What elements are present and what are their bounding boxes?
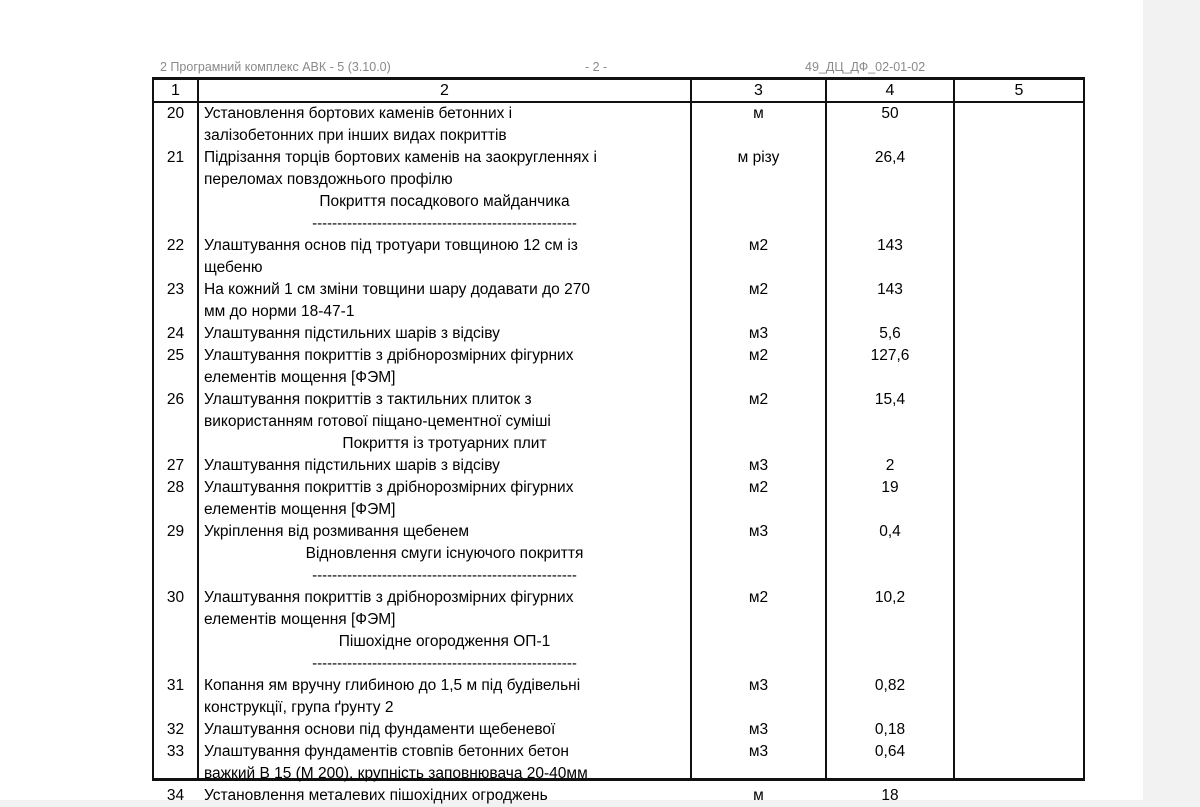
row-number: 26: [166, 391, 185, 408]
row-quantity: 26,4: [874, 149, 906, 166]
row-name-line: Улаштування покриттів з дрібнорозмірних фігурних: [204, 589, 574, 606]
row-number: 21: [166, 149, 185, 166]
row-unit: м3: [748, 325, 769, 342]
row-extra: [955, 785, 1083, 807]
row-name-line: залізобетонних при інших видах покриттів: [204, 127, 507, 144]
row-quantity: 18: [881, 787, 899, 804]
row-name-line: Установлення металевих пішохідних огроджень: [204, 787, 548, 804]
row-extra: [955, 147, 1083, 169]
row-name-line: важкий В 15 (М 200), крупність заповнювача 20-40мм: [204, 765, 588, 782]
row-extra: [955, 389, 1083, 411]
row-extra: [955, 521, 1083, 543]
row-name-line: Улаштування покриттів з дрібнорозмірних фігурних: [204, 479, 574, 496]
row-unit: м2: [748, 589, 769, 606]
row-number: 31: [166, 677, 185, 694]
row-number: 25: [166, 347, 185, 364]
row-unit: м: [753, 105, 764, 122]
row-unit: м3: [748, 721, 769, 738]
row-extra: [955, 345, 1083, 367]
page-backdrop: [1143, 0, 1200, 800]
running-header: [160, 59, 1085, 75]
row-quantity: 5,6: [879, 325, 901, 342]
row-quantity: 2: [885, 457, 895, 474]
row-number: 22: [166, 237, 185, 254]
row-extra: [955, 455, 1083, 477]
column-number-1: 1: [171, 82, 180, 99]
section-title: Пішохідне огородження ОП-1: [338, 633, 551, 650]
section-title: Покриття із тротуарних плит: [342, 435, 547, 452]
row-name-line: Укріплення від розмивання щебенем: [204, 523, 470, 540]
row-extra: [955, 719, 1083, 741]
column-number-4: 4: [885, 82, 895, 99]
row-extra: [955, 741, 1083, 763]
row-extra: [955, 587, 1083, 609]
row-quantity: 143: [877, 281, 903, 298]
section-divider: -----------------------------------------------------: [312, 567, 577, 584]
row-name-line: На кожний 1 см зміни товщини шару додавати до 270: [204, 281, 590, 298]
row-name-line: Установлення бортових каменів бетонних і: [204, 105, 513, 122]
table-body: [154, 103, 1083, 804]
row-name-line: елементів мощення [ФЭМ]: [204, 611, 396, 628]
row-name-line: щебеню: [204, 259, 263, 276]
row-name-line: Улаштування фундаментів стовпів бетонних бетон: [204, 743, 569, 760]
header-document-code: 49_ДЦ_ДФ_02-01-02: [805, 60, 926, 74]
row-extra: [955, 103, 1083, 125]
row-number: 30: [166, 589, 185, 606]
row-name-line: мм до норми 18-47-1: [204, 303, 355, 320]
estimate-table: [152, 77, 1085, 804]
row-quantity: 0,82: [874, 677, 906, 694]
row-number: 27: [166, 457, 185, 474]
row-quantity: 0,64: [874, 743, 906, 760]
row-extra: [955, 235, 1083, 257]
row-quantity: 143: [877, 237, 903, 254]
column-number-5: 5: [1014, 82, 1024, 99]
row-unit: м3: [748, 677, 769, 694]
row-number: 28: [166, 479, 185, 496]
row-name-line: Улаштування підстильних шарів з відсіву: [204, 325, 500, 342]
row-quantity: 19: [881, 479, 899, 496]
row-name-line: Підрізання торців бортових каменів на заокругленнях і: [204, 149, 597, 166]
row-number: 34: [166, 787, 185, 804]
column-number-row: [154, 80, 1083, 103]
row-extra: [955, 323, 1083, 345]
section-divider: -----------------------------------------------------: [312, 215, 577, 232]
row-name-line: елементів мощення [ФЭМ]: [204, 501, 396, 518]
row-name-line: Улаштування покриттів з дрібнорозмірних фігурних: [204, 347, 574, 364]
row-extra: [955, 675, 1083, 697]
section-title: Відновлення смуги існуючого покриття: [305, 545, 584, 562]
row-name-line: Улаштування покриттів з тактильних плиток з: [204, 391, 532, 408]
row-unit: м2: [748, 347, 769, 364]
row-number: 32: [166, 721, 185, 738]
row-unit: м: [753, 787, 764, 804]
row-unit: м3: [748, 457, 769, 474]
row-quantity: 10,2: [874, 589, 906, 606]
row-unit: м різу: [737, 149, 780, 166]
row-unit: м3: [748, 743, 769, 760]
row-extra: [955, 477, 1083, 499]
row-number: 33: [166, 743, 185, 760]
row-unit: м2: [748, 391, 769, 408]
row-number: 23: [166, 281, 185, 298]
section-divider: -----------------------------------------------------: [312, 655, 577, 672]
row-quantity: 15,4: [874, 391, 906, 408]
row-unit: м3: [748, 523, 769, 540]
row-name-line: використанням готової піщано-цементної суміші: [204, 413, 551, 430]
row-number: 24: [166, 325, 185, 342]
row-unit: м2: [748, 479, 769, 496]
row-name-line: елементів мощення [ФЭМ]: [204, 369, 396, 386]
row-quantity: 0,4: [879, 523, 901, 540]
row-unit: м2: [748, 281, 769, 298]
section-title: Покриття посадкового майданчика: [319, 193, 570, 210]
row-extra: [955, 279, 1083, 301]
row-name-line: конструкції, група ґрунту 2: [204, 699, 394, 716]
row-number: 20: [166, 105, 185, 122]
column-number-2: 2: [440, 82, 449, 99]
row-name-line: Улаштування підстильних шарів з відсіву: [204, 457, 500, 474]
row-name-line: Улаштування основи під фундаменти щебеневої: [204, 721, 556, 738]
header-page-number: - 2 -: [585, 60, 608, 74]
header-program-name: 2 Програмний комплекс АВК - 5 (3.10.0): [160, 60, 391, 74]
row-number: 29: [166, 523, 185, 540]
column-number-3: 3: [754, 82, 763, 99]
row-unit: м2: [748, 237, 769, 254]
row-quantity: 0,18: [874, 721, 906, 738]
row-quantity: 127,6: [870, 347, 910, 364]
row-name-line: Улаштування основ під тротуари товщиною 12 см із: [204, 237, 578, 254]
row-name-line: Копання ям вручну глибиною до 1,5 м під будівельні: [204, 677, 581, 694]
row-quantity: 50: [881, 105, 899, 122]
row-name-line: переломах повздожнього профілю: [204, 171, 453, 188]
